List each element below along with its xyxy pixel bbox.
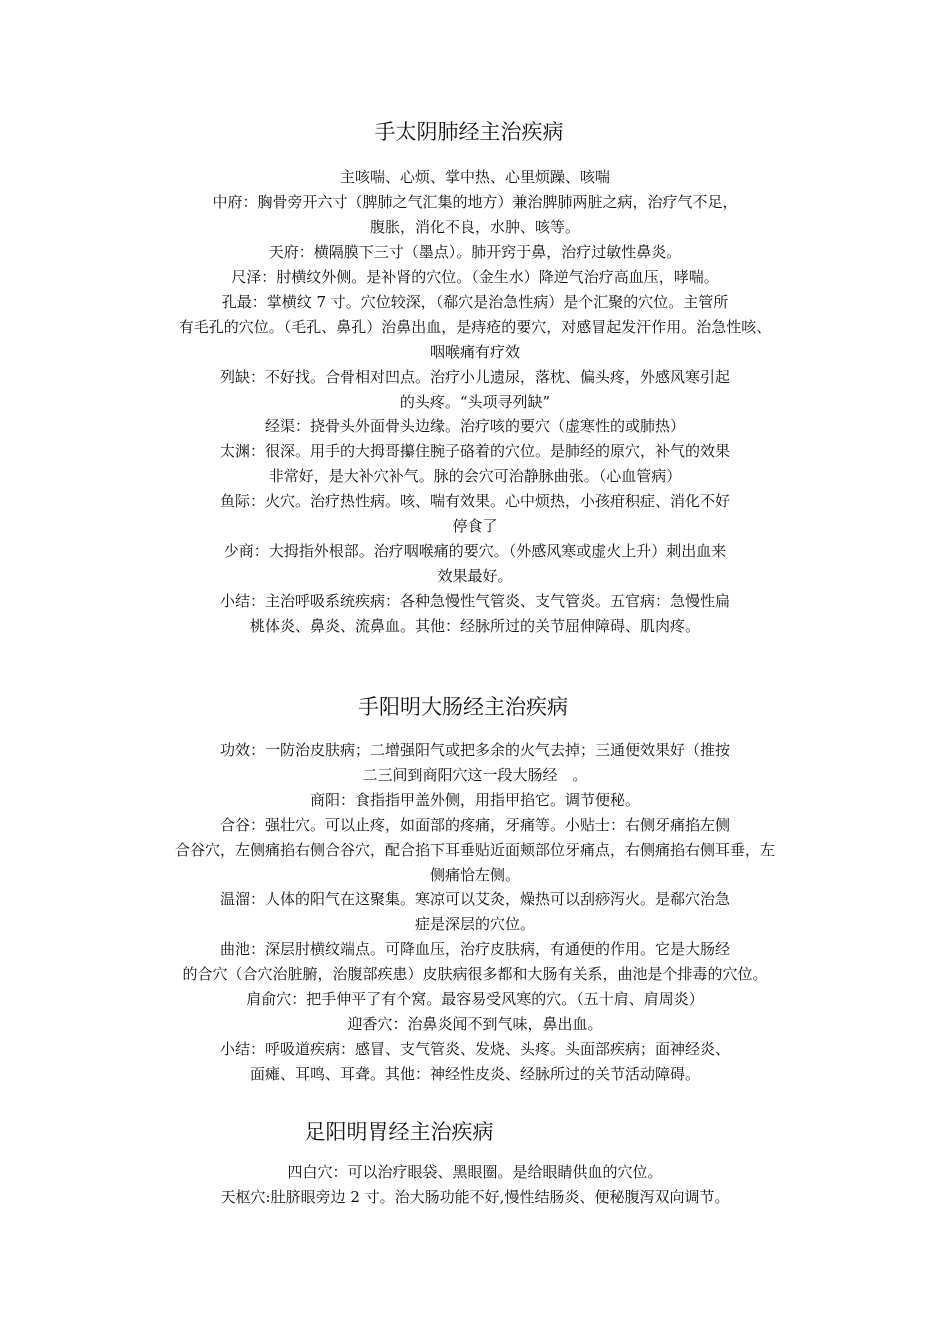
text-line: 天枢穴:肚脐眼旁边 2 寸。治大肠功能不好,慢性结肠炎、便秘腹泻双向调节。	[220, 1188, 730, 1206]
text-line: 停食了	[452, 517, 498, 535]
text-line: 四白穴：可以治疗眼袋、黑眼圈。是给眼睛供血的穴位。	[287, 1163, 663, 1181]
text-line: 小结：呼吸道疾病：感冒、支气管炎、发烧、头疼。头面部疾病；面神经炎、	[219, 1040, 730, 1058]
text-line: 尺泽：肘横纹外侧。是补肾的穴位。（金生水）降逆气治疗高血压，哮喘。	[231, 268, 719, 286]
text-line: 主咳喘、心烦、掌中热、心里烦躁、咳喘	[339, 168, 610, 186]
text-line: 经渠：挠骨头外面骨头边缘。治疗咳的要穴（虚寒性的或肺热）	[264, 417, 685, 435]
section-title-stomach-meridian: 足阳明胃经主治疾病	[304, 1120, 494, 1144]
text-line: 合谷：强壮穴。可以止疼，如面部的疼痛，牙痛等。小贴士：右侧牙痛掐左侧	[219, 816, 730, 834]
paragraph	[140, 290, 810, 365]
text-line: 迎香穴：治鼻炎闻不到气味，鼻出血。	[347, 1015, 603, 1033]
text-line: 小结：主治呼吸系统疾病：各种急慢性气管炎、支气管炎。五官病：急慢性扁	[219, 592, 730, 610]
text-line: 的合穴（合穴治脏腑，治腹部疾患）皮肤病很多都和大肠有关系，曲池是个排毒的穴位。	[182, 965, 768, 983]
text-line: 肩俞穴：把手伸平了有个窝。最容易受风寒的穴。（五十肩、肩周炎）	[246, 990, 704, 1008]
text-line: 温溜：人体的阳气在这聚集。寒凉可以艾灸，燥热可以刮痧泻火。是郗穴治急	[219, 890, 730, 908]
text-line: 太渊：很深。用手的大拇哥攥住腕子硌着的穴位。是肺经的原穴，补气的效果	[219, 442, 730, 460]
text-line: 效果最好。	[437, 567, 513, 585]
section-title-lung-meridian: 手太阴肺经主治疾病	[374, 120, 564, 144]
text-line: 桃体炎、鼻炎、流鼻血。其他：经脉所过的关节屈伸障碍、肌肉疼。	[249, 617, 700, 635]
paragraph	[140, 589, 810, 639]
paragraph	[140, 1160, 810, 1185]
paragraph	[140, 165, 810, 190]
paragraph	[140, 265, 810, 290]
text-line: 天府：横隔膜下三寸（墨点）。肺开窍于鼻，治疗过敏性鼻炎。	[268, 243, 682, 261]
text-line: 鱼际：火穴。治疗热性病。咳、喘有效果。心中烦热，小孩疳积症、消化不好	[219, 492, 730, 510]
paragraph	[140, 887, 810, 937]
text-line: 列缺：不好找。合骨相对凹点。治疗小儿遗尿，落枕、偏头疼，外感风寒引起	[219, 368, 730, 386]
text-line: 少商：大拇指外根部。治疗咽喉痛的要穴。（外感风寒或虚火上升）刺出血来	[223, 542, 727, 560]
text-line: 合谷穴，左侧痛掐右侧合谷穴，配合掐下耳垂贴近面颊部位牙痛点，右侧痛掐右侧耳垂，左	[174, 841, 775, 859]
text-line: 商阳：食指指甲盖外侧，用指甲掐它。调节便秘。	[309, 791, 640, 809]
section-title-large-intestine-meridian: 手阳明大肠经主治疾病	[358, 695, 568, 719]
paragraph	[140, 937, 810, 987]
paragraph	[140, 813, 810, 888]
paragraph	[140, 788, 810, 813]
paragraph	[140, 987, 810, 1012]
text-line: 中府：胸骨旁开六寸（脾肺之气汇集的地方）兼治脾肺两脏之病，治疗气不足，	[212, 193, 738, 211]
paragraph	[140, 190, 810, 240]
text-line: 的头疼。“头项寻列缺”	[399, 393, 551, 411]
text-line: 曲池：深层肘横纹端点。可降血压，治疗皮肤病，有通便的作用。它是大肠经	[219, 940, 730, 958]
paragraph	[140, 489, 810, 539]
text-line: 有毛孔的穴位。（毛孔、鼻孔）治鼻出血，是痔疮的要穴，对感冒起发汗作用。治急性咳、	[178, 318, 772, 336]
text-line: 二三间到商阳穴这一段大肠经 。	[362, 766, 588, 784]
paragraph	[140, 1012, 810, 1037]
text-line: 侧痛恰左侧。	[429, 866, 520, 884]
paragraph	[140, 439, 810, 489]
paragraph	[140, 1185, 810, 1210]
paragraph	[140, 240, 810, 265]
text-line: 症是深层的穴位。	[414, 915, 535, 933]
text-line: 腹胀，消化不良，水肿、咳等。	[369, 218, 580, 236]
paragraph	[140, 365, 810, 415]
paragraph	[140, 414, 810, 439]
text-line: 功效：一防治皮肤病；二增强阳气或把多余的火气去掉；三通便效果好（推按	[219, 741, 730, 759]
text-line: 面瘫、耳鸣、耳聋。其他：神经性皮炎、经脉所过的关节活动障碍。	[249, 1065, 700, 1083]
paragraph	[140, 1037, 810, 1087]
text-line: 孔最：掌横纹 7 寸。穴位较深，（郗穴是治急性病）是个汇聚的穴位。主管所	[221, 293, 729, 311]
paragraph	[140, 539, 810, 589]
paragraph	[140, 738, 810, 788]
text-line: 非常好，是大补穴补气。脉的会穴可治静脉曲张。（心血管病）	[268, 467, 682, 485]
text-line: 咽喉痛有疗效	[429, 343, 520, 361]
